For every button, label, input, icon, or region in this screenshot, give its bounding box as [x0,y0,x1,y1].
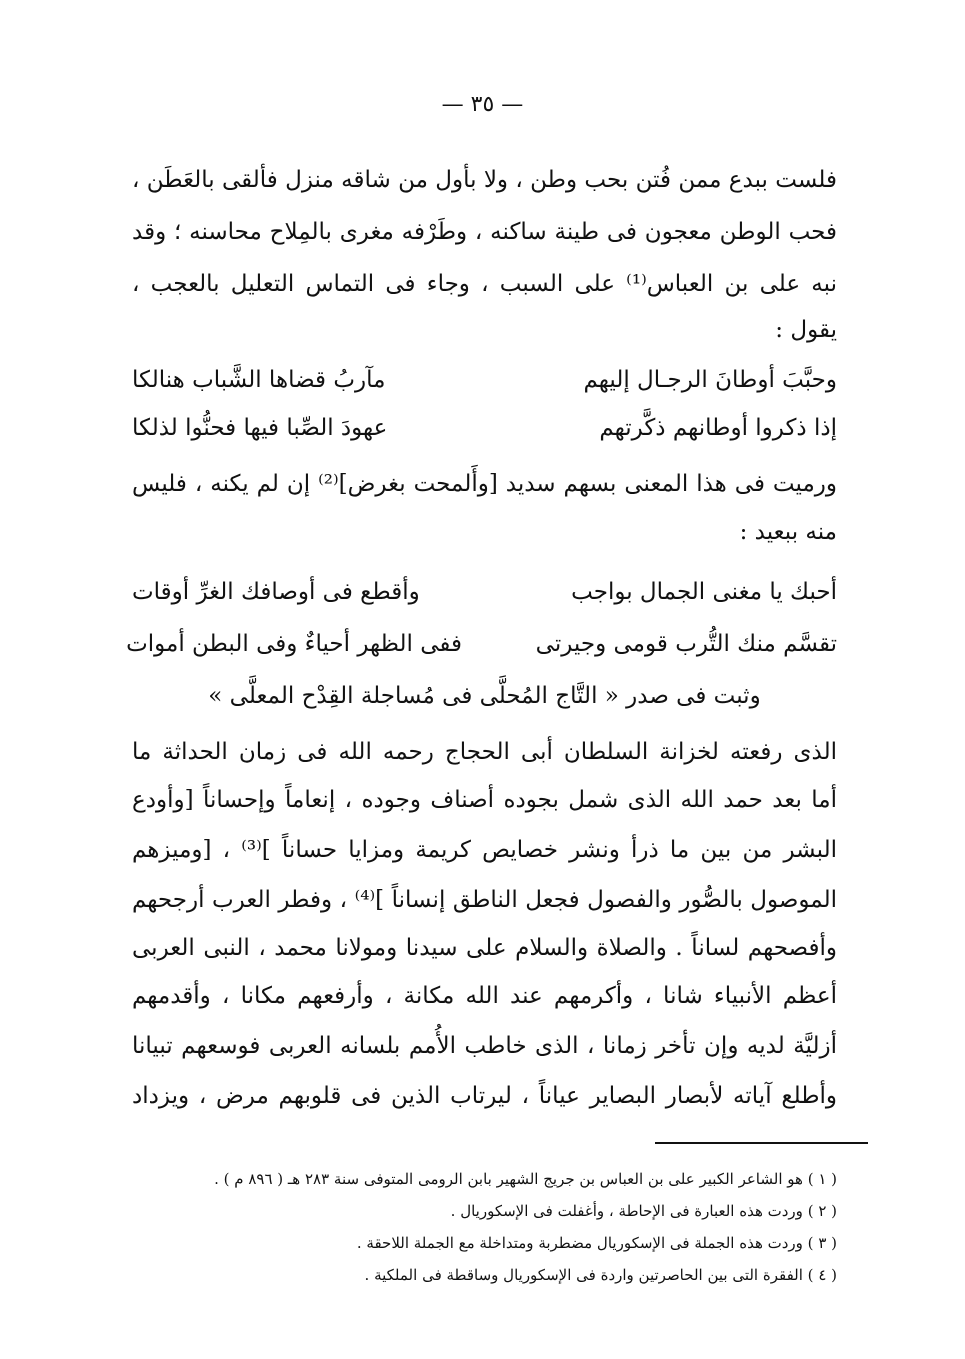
verse-first-hemistich: وحبَّبَ أوطانَ الرجـال إليهم [583,367,837,393]
paragraph-line: نبه على بن العباس⁽¹⁾ على السبب ، وجاء فى التماس التعليل بالعجب ، [132,271,837,297]
paragraph-line: يقول : [775,317,837,343]
paragraph-line: وأفصحهم لساناً . والصلاة والسلام على سيدنا ومولانا محمد ، النبى العربى [132,935,837,961]
footnote-4: ( ٤ ) الفقرة التى بين الحاصرتين واردة فى الإسكوريال وساقطة فى الملكية . [364,1266,837,1284]
verse-first-hemistich: إذا ذكروا أوطانهم ذكَّرتهم [599,415,837,441]
footnote-divider [655,1142,868,1144]
centered-title-line: وثبت فى صدر « التَّاج المُحلَّى فى مُساجلة القِدْح المعلَّى » [208,683,761,709]
page-number: — ٣٥ — [441,92,524,117]
verse-second-hemistich: مآربُ قضاها الشَّباب هنالكا [132,367,386,393]
paragraph-line: أعظم الأنبياء شانا ، وأكرمهم عند الله مكانة ، وأرفعهم مكانا ، وأقدمهم [132,983,837,1009]
paragraph-line: أزليَّة لديه وإن تأخر زمانا ، الذى خاطب الأُمم بلسانه العربى فوسعهم تبيانا [132,1033,837,1059]
paragraph-line: أما بعد حمد الله الذى شمل بجوده أصناف وجوده ، إنعاماً وإحساناً [وأودع [132,787,837,813]
paragraph-line: ورميت فى هذا المعنى بسهم سديد [وأَلمحت بغرض]⁽²⁾ إن لم يكنه ، فليس [132,471,837,497]
paragraph-line: فلست ببدع ممن فُتن بحب وطن ، ولا بأول من شاقه منزل فألقى بالعَطَن ، [132,167,837,193]
verse-first-hemistich: تقسَّم منك التُّرب قومى وجيرتى [535,631,837,657]
paragraph-line: وأطلع آياته لأبصار البصاير عياناً ، ليرتاب الذين فى قلوبهم مرض ، ويزداد [132,1083,837,1109]
footnote-1: ( ١ ) هو الشاعر الكبير على بن العباس بن جريج الشهير بابن الرومى المتوفى سنة ٢٨٣ هـ ( ٨٩٦ م ) . [214,1170,837,1188]
paragraph-line: الذى رفعته لخزانة السلطان أبى الحجاج رحمه الله فى زمان الحداثة ما [132,739,837,765]
verse-first-hemistich: أحبك يا مغنى الجمال بواجب [571,579,837,605]
footnote-3: ( ٣ ) وردت هذه الجملة فى الإسكوريال مضطربة ومتداخلة مع الجملة اللاحقة . [356,1234,837,1252]
paragraph-line: الموصول بالصُّور والفصول فجعل الناطق إنساناً ]⁽⁴⁾ ، وفطر العرب أرجحهم [132,887,837,913]
paragraph-line: البشر من بين ما ذرأ ونشر خصايص كريمة ومزايا حساناً ]⁽³⁾ ، [وميزهم [132,837,837,863]
paragraph-line: منه ببعيد : [739,519,837,545]
verse-second-hemistich: عهودَ الصِّبا فيها فحنُّوا لذلكا [132,415,388,441]
paragraph-line: فحب الوطن معجون فى طينة ساكنه ، وطَرْفه مغرى بالمِلاح محاسنه ؛ وقد [132,219,837,245]
footnote-2: ( ٢ ) وردت هذه العبارة فى الإحاطة ، وأغفلت فى الإسكوريال . [450,1202,837,1220]
verse-second-hemistich: وأقطع فى أوصافك الغرِّ أوقات [132,579,420,605]
verse-second-hemistich: ففى الظهر أحياءٌ وفى البطن أموات [126,631,462,657]
